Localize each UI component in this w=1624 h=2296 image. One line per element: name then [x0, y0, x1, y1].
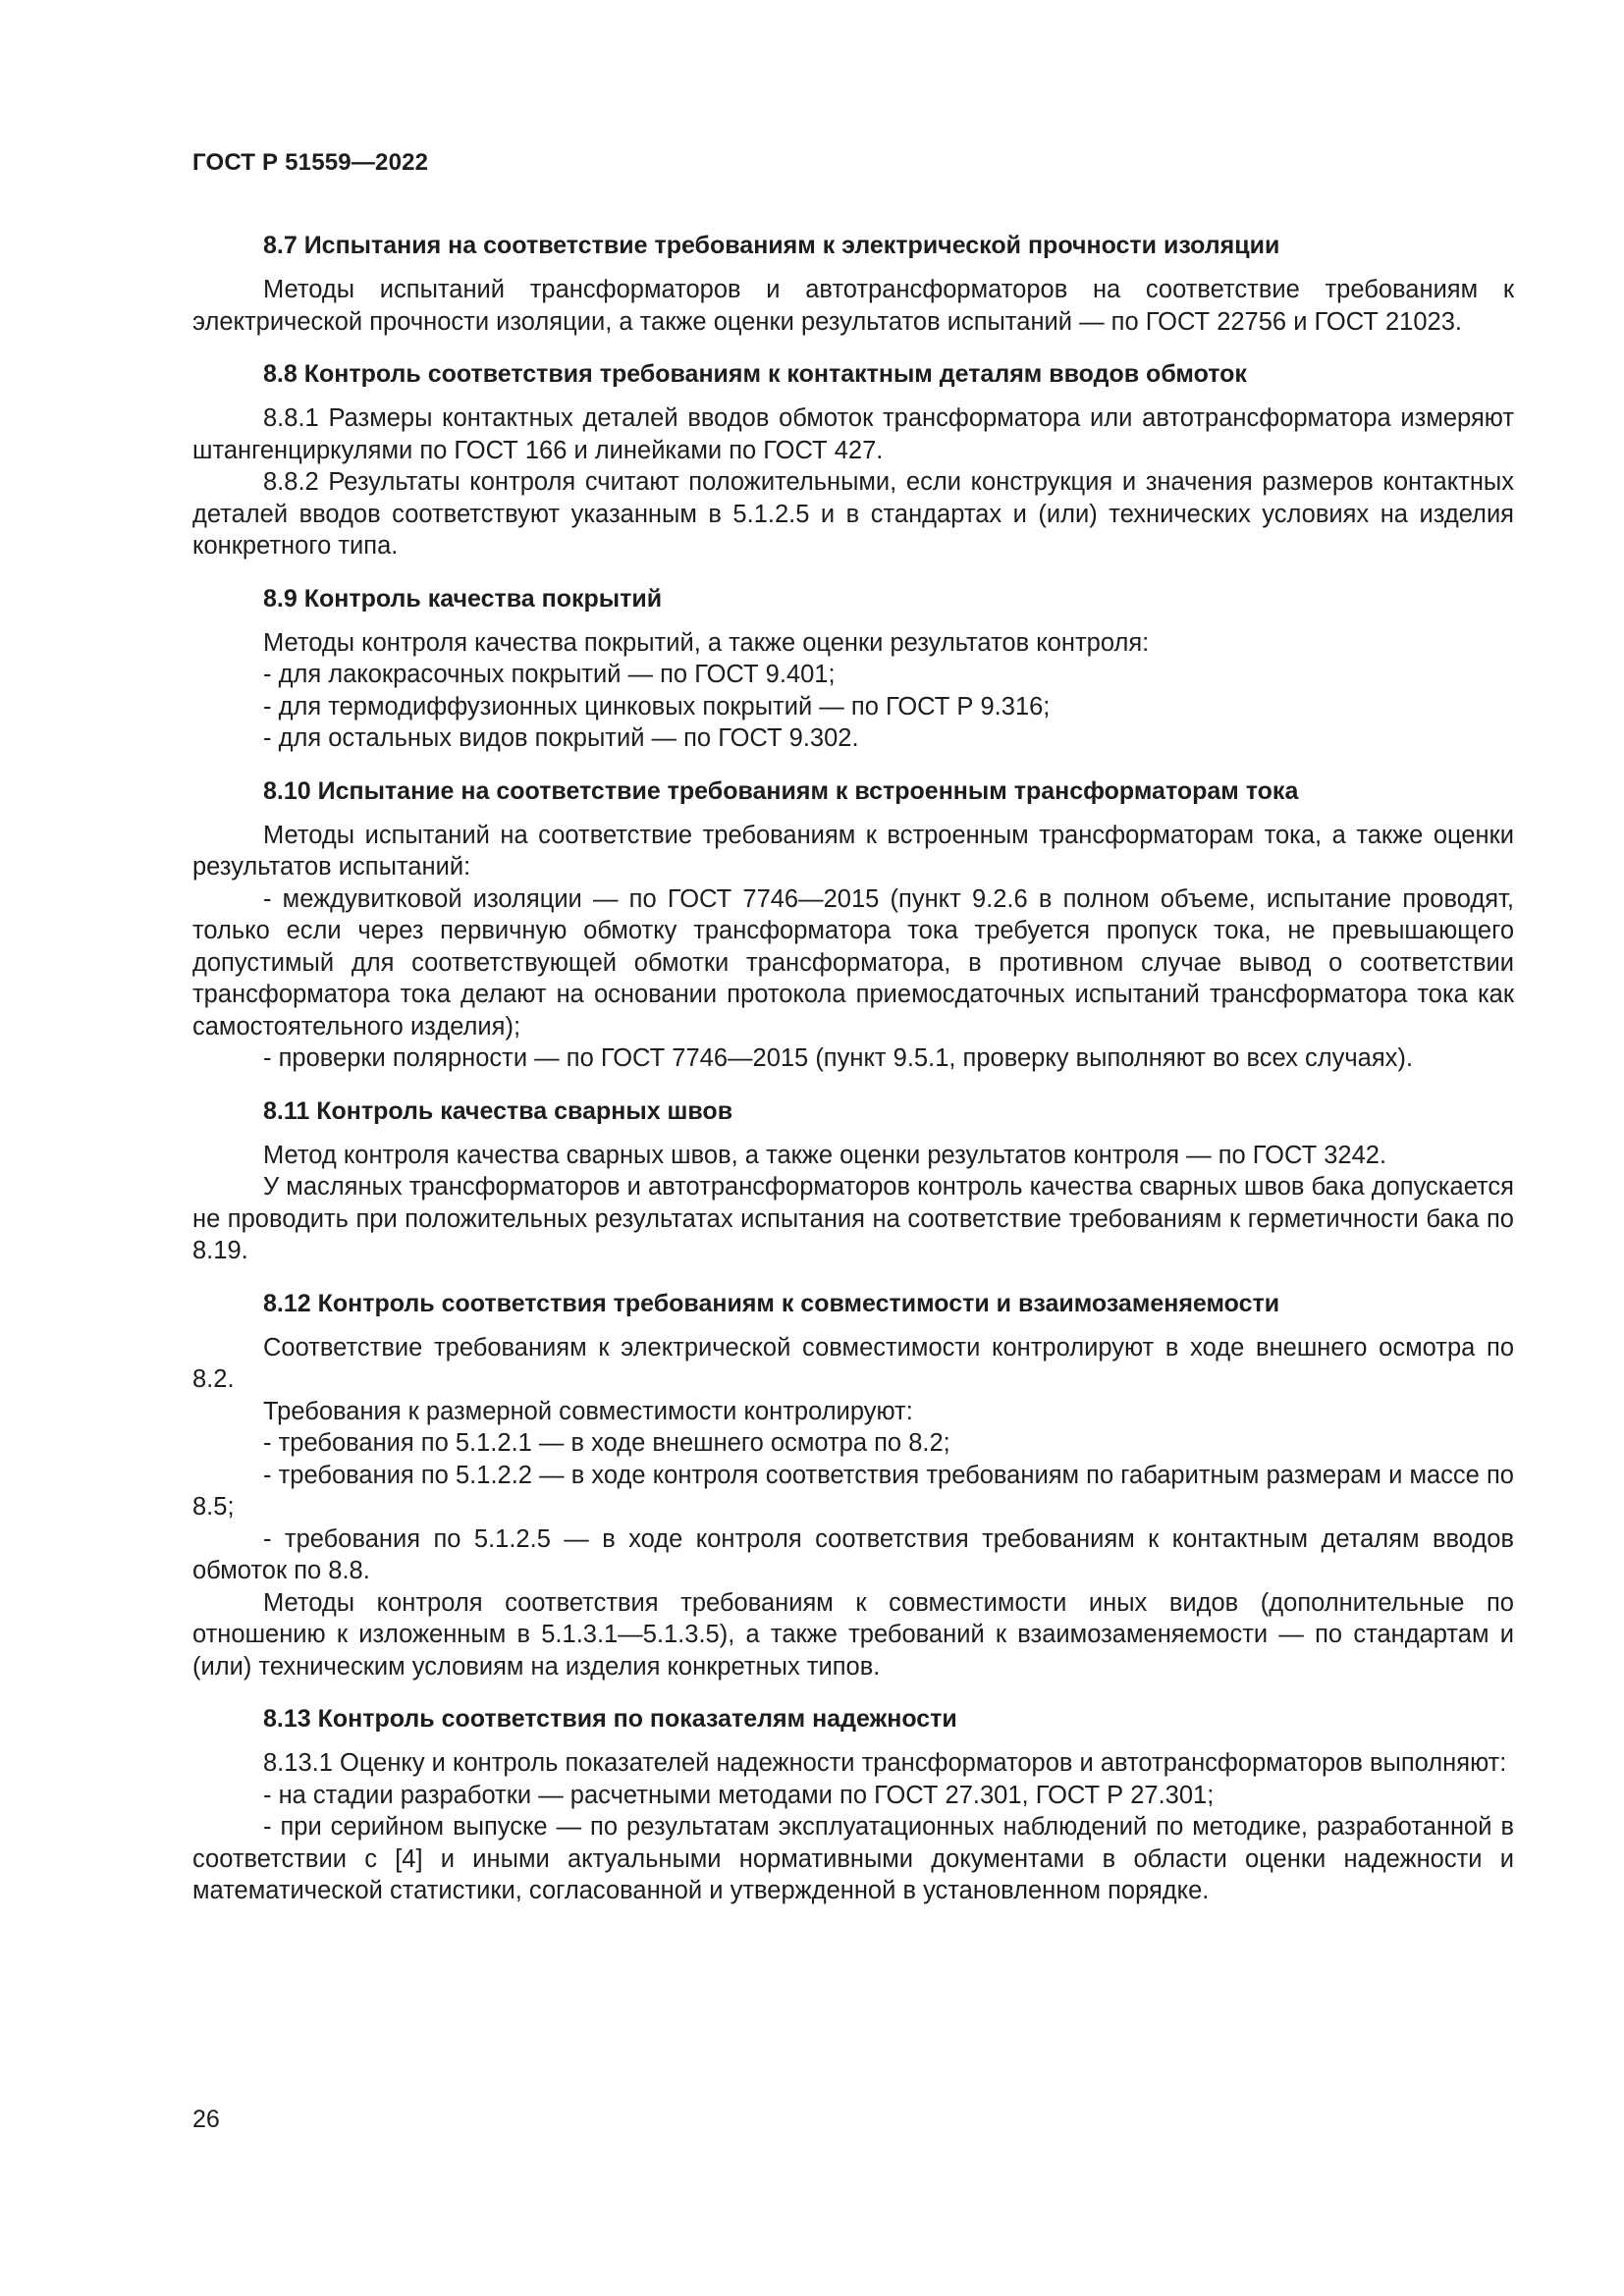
paragraph: Требования к размерной совместимости контролируют: — [263, 1397, 913, 1425]
section-8-9 — [192, 583, 1514, 755]
list-item: - требования по 5.1.2.5 — в ходе контроля соответствия требованиям к контактным деталям вводов обмоток по 8.8. — [192, 1524, 1514, 1584]
section-8-7 — [192, 230, 1514, 338]
paragraph: Метод контроля качества сварных швов, а также оценки результатов контроля — по ГОСТ 3242. — [263, 1141, 1387, 1169]
section-heading: 8.7 Испытания на соответствие требованиям к электрической прочности изоляции — [263, 232, 1280, 259]
list-item: - на стадии разработки — расчетными методами по ГОСТ 27.301, ГОСТ Р 27.301; — [263, 1781, 1215, 1809]
section-heading: 8.9 Контроль качества покрытий — [263, 584, 663, 613]
list-item: - требования по 5.1.2.1 — в ходе внешнего осмотра по 8.2; — [263, 1429, 950, 1457]
list-item: - для лакокрасочных покрытий — по ГОСТ 9.401; — [263, 661, 836, 688]
paragraph: 8.8.2 Результаты контроля считают положительными, если конструкция и значения размеров контактных деталей вводов соответствуют указанным в 5.1.2.5 и в стандартах и (или) технических условиях на изделия конкретного типа. — [192, 468, 1514, 560]
list-item: - для остальных видов покрытий — по ГОСТ 9.302. — [263, 724, 859, 752]
page-number: 26 — [192, 2106, 220, 2133]
section-heading: 8.13 Контроль соответствия по показателям надежности — [263, 1705, 957, 1733]
standard-header: ГОСТ Р 51559—2022 — [192, 149, 429, 176]
section-8-13 — [192, 1703, 1514, 1907]
paragraph: 8.8.1 Размеры контактных деталей вводов обмоток трансформатора или автотрансформатора измеряют штангенциркулями по ГОСТ 166 и линейками по ГОСТ 427. — [192, 404, 1514, 464]
list-item: - междувитковой изоляции — по ГОСТ 7746—2015 (пункт 9.2.6 в полном объеме, испытание проводят, только если через первичную обмотку трансформатора тока требуется пропуск тока, не превышающего допустимый для соответствующей обмотки трансформатора, в противном случае вывод о соответствии трансформатора тока делают на основании протокола приемосдаточных испытаний трансформатора тока как самостоятельного изделия); — [192, 884, 1514, 1041]
section-heading: 8.10 Испытание на соответствие требованиям к встроенным трансформаторам тока — [263, 776, 1299, 805]
section-heading: 8.11 Контроль качества сварных швов — [263, 1096, 733, 1125]
paragraph: Методы контроля качества покрытий, а также оценки результатов контроля: — [263, 628, 1150, 657]
document-body — [192, 230, 1514, 1907]
paragraph: Методы испытаний на соответствие требованиям к встроенным трансформаторам тока, а также оценки результатов испытаний: — [192, 821, 1514, 881]
list-item: - проверки полярности — по ГОСТ 7746—2015 (пункт 9.5.1, проверку выполняют во всех случаях). — [263, 1044, 1413, 1072]
paragraph: У масляных трансформаторов и автотрансформаторов контроль качества сварных швов бака допускается не проводить при положительных результатах испытания на соответствие требованиям к герметичности бака по 8.19. — [192, 1173, 1514, 1264]
paragraph: Методы испытаний трансформаторов и автотрансформаторов на соответствие требованиям к электрической прочности изоляции, а также оценки результатов испытаний — по ГОСТ 22756 и ГОСТ 21023. — [192, 276, 1514, 336]
list-item: - при серийном выпуске — по результатам эксплуатационных наблюдений по методике, разработанной в соответствии с [4] и иными актуальными нормативными документами в области оценки надежности и математической статистики, согласованной и утвержденной в установленном порядке. — [192, 1813, 1514, 1904]
paragraph: Методы контроля соответствия требованиям к совместимости иных видов (дополнительные по отношению к изложенным в 5.1.3.1—5.1.3.5), а также требований к взаимозаменяемости — по стандартам и (или) техническим условиям на изделия конкретных типов. — [192, 1588, 1514, 1681]
paragraph: 8.13.1 Оценку и контроль показателей надежности трансформаторов и автотрансформаторов выполняют: — [263, 1749, 1507, 1777]
section-8-12 — [192, 1288, 1514, 1683]
section-8-11 — [192, 1095, 1514, 1267]
section-8-10 — [192, 775, 1514, 1075]
section-heading: 8.12 Контроль соответствия требованиям к совместимости и взаимозаменяемости — [263, 1289, 1280, 1317]
section-heading: 8.8 Контроль соответствия требованиям к контактным деталям вводов обмоток — [263, 360, 1247, 388]
paragraph: Соответствие требованиям к электрической совместимости контролируют в ходе внешнего осмотра по 8.2. — [192, 1333, 1514, 1393]
list-item: - для термодиффузионных цинковых покрытий — по ГОСТ Р 9.316; — [263, 692, 1051, 721]
list-item: - требования по 5.1.2.2 — в ходе контроля соответствия требованиям по габаритным размерам и массе по 8.5; — [192, 1461, 1514, 1521]
section-8-8 — [192, 358, 1514, 562]
